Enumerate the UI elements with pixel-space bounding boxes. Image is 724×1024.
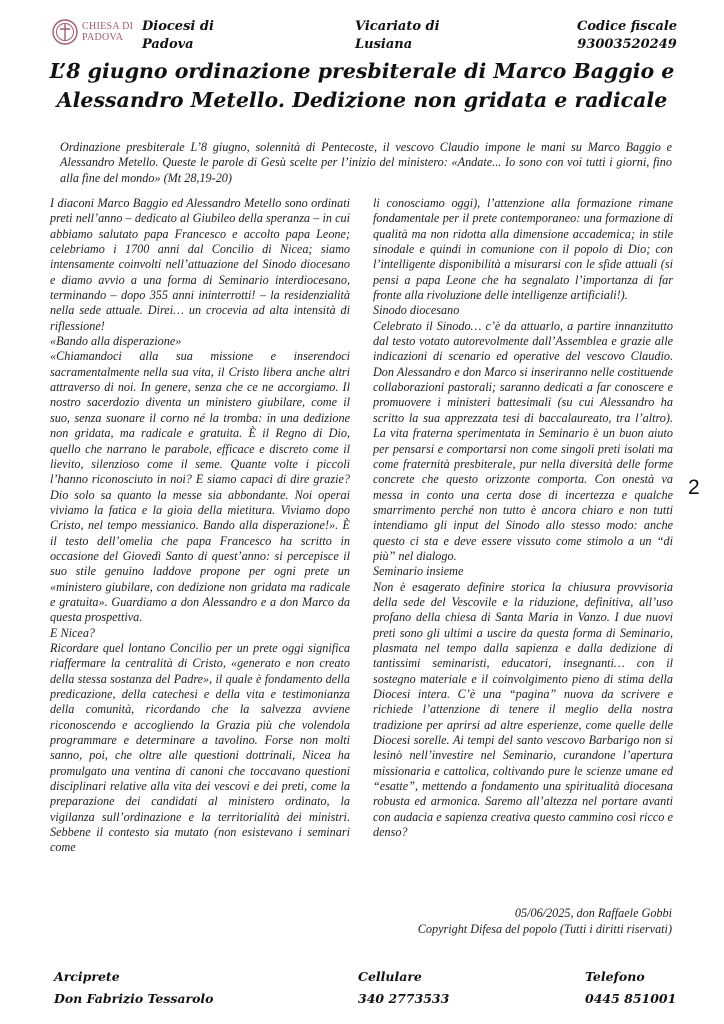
- article-signature: [312, 905, 672, 937]
- subheading: Sinodo diocesano: [373, 303, 460, 318]
- footer-cellulare-label: Cellulare: [358, 969, 422, 984]
- header-codice-fiscale: [577, 18, 677, 54]
- footer-arciprete-name: Don Fabrizio Tessarolo: [54, 991, 214, 1006]
- subheading: «Bando alla disperazione»: [50, 334, 182, 349]
- diocesi-value: Padova: [142, 37, 194, 52]
- subheading: Seminario insieme: [373, 564, 464, 579]
- logo-text-line2: PADOVA: [82, 32, 124, 43]
- codice-fiscale-value: 93003520249: [577, 37, 677, 52]
- diocese-emblem-icon: [52, 19, 78, 45]
- footer-telefono-value: 0445 851001: [585, 991, 677, 1006]
- vicariato-label: Vicariato di: [355, 19, 440, 34]
- vicariato-value: Lusiana: [355, 37, 413, 52]
- logo-text: [82, 21, 133, 43]
- article-lead: Ordinazione presbiterale L’8 giugno, solennità di Pentecoste, il vescovo Claudio impone le mani su Marco Baggio e Alessandro Metello. Queste le parole di Gesù scelte per l’inizio del ministero: «Andate... Io sono con voi tutti i giorni, fino alla fine del mondo» (Mt 28,19-20): [60, 140, 672, 185]
- article-left-column: [50, 196, 350, 856]
- footer-cellulare-value: 340 2773533: [358, 991, 450, 1006]
- article-right-column: [373, 196, 673, 840]
- paragraph: li conosciamo oggi), l’attenzione alla formazione rimane fondamentale per il prete contemporaneo: una formazione di qualità ma non ridotta alla dimensione accademica; in stile sinodale e quindi in comunione con il popolo di Dio; con l’intelligente disponibilità a misurarsi con le sfide attuali (si pensi a papa Leone che ha segnalato l’importanza di far fronte alla rivoluzione delle intelligenze artificiali!).: [373, 196, 673, 303]
- paragraph: Ricordare quel lontano Concilio per un prete oggi significa riaffermare la centralità di Cristo, «generato e non creato della stessa sostanza del Padre», il quale è fondamento della predicazione, della catechesi e della vita e testimonianza della comunità, ricordando che la salvezza avviene riconoscendo e accogliendo la Grazia più che volendola programmare e determinare a tavolino. Forse non molti sanno, poi, che oltre alle questioni dottrinali, Nicea ha promulgato una ventina di canoni che toccavano questioni disciplinari relative alla vita dei vescovi e dei preti, come la preparazione dei candidati al ministero ordinato, la vigilanza sull’ordinazione e la territorialità dei ministri. Sebbene il contesto sia mutato (non esistevano i seminari come: [50, 640, 350, 855]
- diocese-logo: [52, 17, 142, 55]
- codice-fiscale-label: Codice fiscale: [577, 19, 678, 34]
- header-vicariato: [355, 18, 440, 54]
- header-diocesi: [142, 18, 214, 54]
- signature-copyright: Copyright Difesa del popolo (Tutti i diritti riservati): [417, 922, 672, 936]
- logo-text-line1: CHIESA DI: [82, 21, 134, 32]
- paragraph: Celebrato il Sinodo… c’è da attuarlo, a partire innanzitutto dal testo votato autorevolmente dall’Assemblea e grazie alle indicazioni di scenario ed operative del vescovo Claudio. Don Alessandro e don Marco si inseriranno nelle costituende collaborazioni pastorali; saranno dedicati a far conoscere e promuovere i ministeri battesimali (su cui Alessandro ha scritto la sua apprezzata tesi di baccalaureato, tra l’altro). La vita fraterna sperimentata in Seminario è un buon aiuto per pensarsi e comportarsi non come singoli preti isolati ma come fraternità presbiterale, pur nella diversità delle forme concrete che questo orizzonte comporta. Con onestà va messa in conto una certa dose di incertezza e qualche smarrimento perché non tutto è ancora chiaro e non tutti intendiamo gli input del Sinodo allo stesso modo: anche questo ci sta e deve essere vissuto come stimolo a un “di più” nel dialogo.: [373, 318, 673, 563]
- diocesi-label: Diocesi di: [142, 19, 214, 34]
- paragraph: «Chiamandoci alla sua missione e inserendoci sacramentalmente nella sua vita, il Cristo libera anche altri attraverso di noi. In genere, senza che ce ne accorgiamo. Il nostro sacerdozio diventa un ministero giubilare, come il suo, senza suonare il corno né la tromba: in una dedizione non gridata, ma radicale e gratuita. È il Regno di Dio, quello che narrano le parabole, efficace e discreto come il lievito, silenzioso come il seme. Quante volte i piccoli l’hanno riconosciuto in noi? E siamo capaci di dire grazie? Dio solo sa quanto la messe sia abbondante. Noi operai viviamo la fatica e la gioia della mietitura. Viviamo dopo Cristo, nel tempo messianico. Bando alla disperazione!». È il testo dell’omelia che papa Francesco ha scritto in occasione del Giovedì Santo di quest’anno: si percepisce il suo stile genuino laddove propone per ogni prete un «ministero giubilare, con dedizione non gridata ma radicale e gratuita». Guardiamo a don Alessandro e a don Marco da questa prospettiva.: [50, 349, 350, 625]
- footer-telefono-label: Telefono: [585, 969, 645, 984]
- signature-date-author: 05/06/2025, don Raffaele Gobbi: [514, 906, 672, 920]
- page-number: 2: [688, 476, 700, 499]
- subheading: E Nicea?: [50, 625, 96, 640]
- paragraph: I diaconi Marco Baggio ed Alessandro Metello sono ordinati preti nell’anno – dedicato al Giubileo della speranza – in cui abbiamo salutato papa Francesco e accolto papa Leone; celebriamo i 1700 anni dal Concilio di Nicea; siamo intensamente coinvolti nell’attuazione del Sinodo diocesano e diamo avvio a una forma di Seminario interdiocesano, terminando – dopo 355 anni ininterrotti! – la residenzialità nella sede attuale. Direi… un crocevia ad alta intensità di riflessione!: [50, 196, 350, 333]
- footer-arciprete-label: Arciprete: [54, 969, 120, 984]
- paragraph: Non è esagerato definire storica la chiusura provvisoria della sede del Vescovile e la riduzione, definitiva, all’uso profano della chiesa di Santa Maria in Vanzo. I due nuovi preti sono gli ultimi a uscire da questa forma di Seminario, plasmata nel tempo dalla sapienza e dalla dedizione di tantissimi seminaristi, educatori, insegnanti… con il sostegno materiale e il coinvolgimento pieno di stima della Diocesi intera. C’è una “pagina” nuova da scrivere e richiede l’attenzione di tenere il meglio della nostra tradizione per aprirsi ad altre esperienze, come quelle delle Diocesi sorelle. Ai tempi del santo vescovo Barbarigo non si lesinò nell’investire nel Seminario, curandone l’apertura missionaria e cattolica, coltivando pure le scienze umane ed “esatte”, mettendo a fondamento una spiritualità diocesana robusta ed armonica. Saremo all’altezza nel portare avanti con audacia e sapienza creativa questo cammino così ricco e denso?: [373, 579, 673, 840]
- article-title: L’8 giugno ordinazione presbiterale di Marco Baggio e Alessandro Metello. Dedizione non gridata e radicale: [49, 59, 675, 112]
